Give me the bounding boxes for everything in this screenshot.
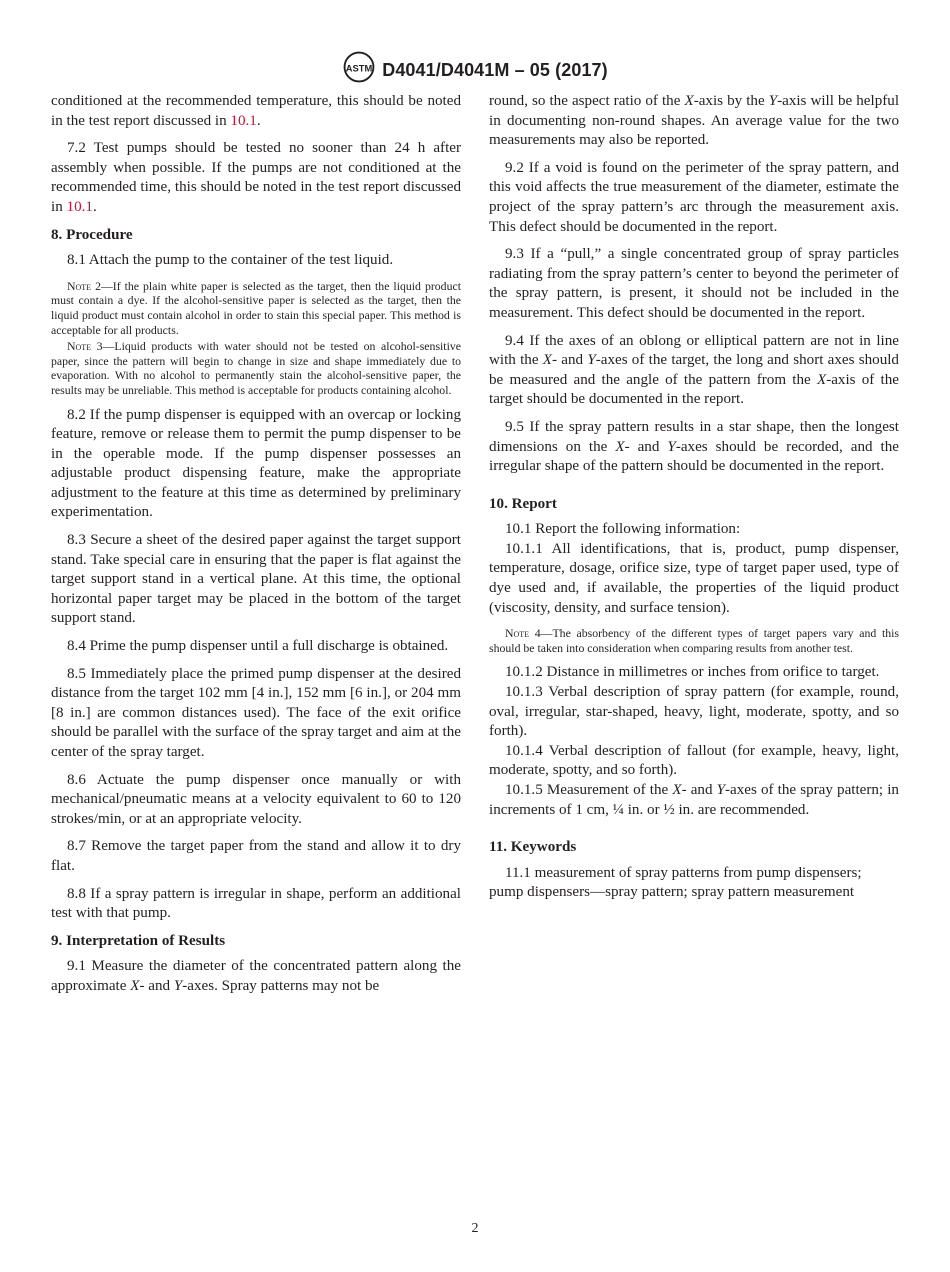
- paragraph-8-3: 8.3 Secure a sheet of the desired paper against the target support stand. Take special care in ensuring that the paper is flat against the target support stand in a vertical plane. At this time, the optional horizontal paper target may be placed in the bottom of the target support stand.: [51, 532, 461, 627]
- page-number: 2: [471, 1221, 479, 1236]
- svg-text:ASTM: ASTM: [345, 63, 373, 74]
- paragraph-9-1-continued: round, so the aspect ratio of the X-axis by the Y-axis will be helpful in documenting non-round shapes. An average value for the two measurements may also be reported.: [489, 93, 900, 149]
- paragraph-8-5: 8.5 Immediately place the primed pump dispenser at the desired distance from the target 102 mm [4 in.], 152 mm [6 in.], or 204 mm [8 in.] are common distances used). The face of the exit orifice should be parallel with the surface of the spray target and aim at the center of the spray target.: [51, 665, 461, 760]
- paragraph-9-3: 9.3 If a “pull,” a single concentrated group of spray particles radiating from the spray pattern’s center to beyond the perimeter of the spray pattern, is present, it should not be included in the measurement. This defect should be documented in the report.: [489, 246, 899, 321]
- paragraph-9-5: 9.5 If the spray pattern results in a star shape, then the longest dimensions on the X- and Y-axes should be recorded, and the irregular shape of the pattern should be documented in the report.: [489, 418, 899, 475]
- astm-logo-icon: [342, 50, 376, 84]
- section-link-10-1[interactable]: 10.1: [66, 198, 93, 215]
- section-heading-interpretation: 9. Interpretation of Results: [51, 932, 226, 949]
- note-2: Note 2—If the plain white paper is selected as the target, then the liquid product must contain a dye. If the alcohol-sensitive paper is selected as the target, then the liquid product must contain alcohol in order to stain this special paper. This method is acceptable for all products.: [51, 278, 461, 337]
- paragraph-8-2: 8.2 If the pump dispenser is equipped with an overcap or locking feature, remove or release them to permit the pump dispenser to be in the operable mode. If the pump dispenser possesses an adjustable product dispensing feature, make the appropriate adjustment to the feature at this time as determined by preliminary experimentation.: [51, 406, 461, 521]
- paragraph-8-1: 8.1 Attach the pump to the container of the test liquid.: [67, 252, 394, 269]
- paragraph-10-1-5: 10.1.5 Measurement of the X- and Y-axes of the spray pattern; in increments of 1 cm, ¼ in. or ½ in. are recommended.: [489, 782, 899, 818]
- paragraph-8-8: 8.8 If a spray pattern is irregular in shape, perform an additional test with that pump.: [51, 885, 461, 922]
- page-header: [0, 56, 950, 82]
- document-designation: D4041/D4041M – 05 (2017): [382, 59, 608, 80]
- section-heading-keywords: 11. Keywords: [489, 839, 577, 856]
- paragraph-10-1-1: 10.1.1 All identifications, that is, product, pump dispenser, temperature, dosage, orifice size, type of target paper used, type of dye used and, if available, the properties of the liquid product (viscosity, density, and surface tension).: [489, 540, 899, 616]
- paragraph-11-1: 11.1 measurement of spray patterns from pump dispensers; pump dispensers—spray pattern; spray pattern measurement: [489, 864, 862, 901]
- paragraph-8-6: 8.6 Actuate the pump dispenser once manually or with mechanical/pneumatic means at a velocity equivalent to 60 to 120 strokes/min, or at an appropriate velocity.: [51, 771, 461, 827]
- paragraph-9-2: 9.2 If a void is found on the perimeter of the spray pattern, and this void affects the true measurement of the diameter, estimate the project of the spray pattern’s arc through the measurement axis. This defect should be documented in the report.: [489, 159, 899, 235]
- paragraph-7-1-continued: conditioned at the recommended temperature, this should be noted in the test report discussed in 10.1.: [51, 93, 461, 129]
- section-heading-procedure: 8. Procedure: [51, 226, 133, 243]
- section-heading-report: 10. Report: [489, 495, 557, 512]
- paragraph-7-2: 7.2 Test pumps should be tested no sooner than 24 h after assembly when possible. If the pumps are not conditioned at the recommended time, this should be noted in the test report discussed in 10.1.: [51, 140, 461, 215]
- paragraph-9-1: 9.1 Measure the diameter of the concentrated pattern along the approximate X- and Y-axes. Spray patterns may not be: [51, 958, 461, 994]
- left-column: [51, 92, 461, 1005]
- paragraph-8-4: 8.4 Prime the pump dispenser until a full discharge is obtained.: [67, 638, 449, 655]
- right-column: [489, 92, 899, 911]
- note-3: Note 3—Liquid products with water should not be tested on alcohol-sensitive paper, since the pattern will begin to change in size and shape immediately due to evaporation. With no alcohol to permanently stain the alcohol-sensitive paper, the results may be unreliable. This method is acceptable for products containing alcohol.: [51, 339, 461, 397]
- paragraph-10-1: 10.1 Report the following information:: [505, 521, 741, 538]
- paragraph-10-1-2: 10.1.2 Distance in millimetres or inches from orifice to target.: [505, 664, 880, 681]
- note-4: Note 4—The absorbency of the different types of target papers vary and this should be taken into consideration when comparing results from another test.: [489, 626, 899, 655]
- paragraph-9-4: 9.4 If the axes of an oblong or elliptical pattern are not in line with the X- and Y-axes of the target, the long and short axes should be measured and the angle of the pattern from the X-axis of the target should be documented in the report.: [489, 332, 899, 408]
- paragraph-10-1-3: 10.1.3 Verbal description of spray pattern (for example, round, oval, irregular, star-shaped, heavy, light, moderate, spotty, and so forth).: [489, 684, 899, 740]
- paragraph-10-1-4: 10.1.4 Verbal description of fallout (for example, heavy, light, moderate, spotty, and so forth).: [489, 742, 899, 779]
- section-link-10-1[interactable]: 10.1: [230, 112, 257, 129]
- paragraph-8-7: 8.7 Remove the target paper from the stand and allow it to dry flat.: [51, 838, 461, 874]
